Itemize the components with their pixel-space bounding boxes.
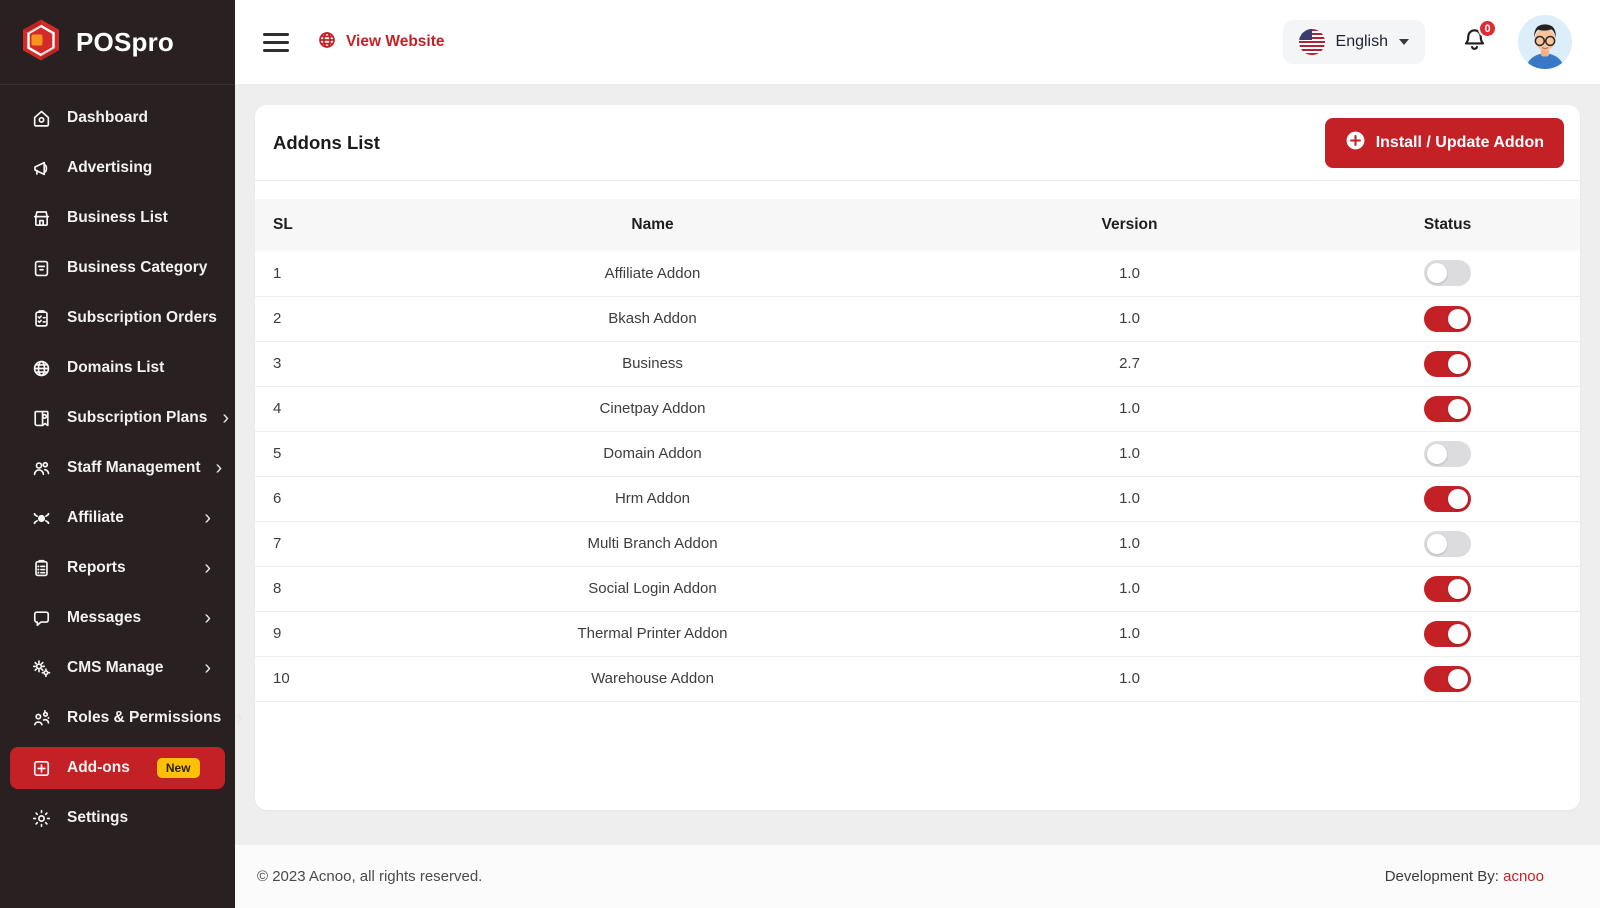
column-header-sl: SL [273, 216, 293, 233]
view-website-link[interactable]: View Website [317, 30, 445, 55]
sidebar-item-staff-management[interactable] [10, 447, 225, 489]
chevron-right-icon: › [215, 457, 223, 479]
table-row [255, 341, 1580, 386]
sidebar-item-dashboard[interactable] [10, 97, 225, 139]
language-selector[interactable] [1283, 20, 1425, 64]
sidebar-item-label: Reports [67, 559, 126, 576]
install-update-addon-button[interactable]: Install / Update Addon [1325, 118, 1564, 168]
us-flag-icon [1299, 29, 1325, 55]
cell-version: 1.0 [944, 566, 1315, 611]
cell-sl: 3 [255, 341, 361, 386]
sidebar-item-business-category[interactable] [10, 247, 225, 289]
sidebar-item-label: Add-ons [67, 759, 130, 776]
table-row [255, 386, 1580, 431]
sidebar-item-advertising[interactable] [10, 147, 225, 189]
sidebar [0, 0, 243, 908]
message-icon [30, 607, 52, 629]
status-toggle[interactable] [1424, 306, 1471, 332]
cell-sl: 8 [255, 566, 361, 611]
report-icon [30, 557, 52, 579]
status-toggle[interactable] [1424, 666, 1471, 692]
chevron-right-icon: › [204, 557, 211, 579]
cell-status [1315, 656, 1580, 701]
sidebar-item-roles-permissions[interactable] [10, 697, 243, 739]
cell-version: 1.0 [944, 521, 1315, 566]
app-title: POSpro [76, 26, 174, 57]
settings-gear-icon [30, 807, 52, 829]
cell-sl: 6 [255, 476, 361, 521]
affiliate-icon [30, 507, 52, 529]
addon-plus-square-icon [30, 757, 52, 779]
status-toggle[interactable] [1424, 351, 1471, 377]
cell-name: Business [361, 341, 944, 386]
cell-status [1315, 521, 1580, 566]
bell-icon [1461, 40, 1488, 57]
home-icon [30, 107, 52, 129]
table-row [255, 611, 1580, 656]
cell-sl: 7 [255, 521, 361, 566]
table-row [255, 251, 1580, 296]
cell-name: Affiliate Addon [361, 251, 944, 296]
cell-name: Cinetpay Addon [361, 386, 944, 431]
cell-version: 1.0 [944, 476, 1315, 521]
sidebar-item-label: Staff Management [67, 459, 201, 476]
sidebar-item-messages[interactable] [10, 597, 225, 639]
top-header [235, 0, 1600, 85]
sidebar-item-label: Settings [67, 809, 129, 826]
cell-version: 1.0 [944, 656, 1315, 701]
chevron-right-icon: › [236, 707, 243, 729]
sidebar-item-subscription-plans[interactable] [10, 397, 230, 439]
sidebar-nav [0, 85, 243, 839]
sidebar-item-affiliate[interactable] [10, 497, 225, 539]
menu-toggle-icon[interactable] [263, 33, 289, 52]
sidebar-item-label: Roles & Permissions [67, 709, 222, 726]
table-row [255, 656, 1580, 701]
roles-icon [30, 707, 52, 729]
new-badge: New [157, 758, 200, 778]
logo[interactable] [0, 0, 235, 85]
caret-down-icon [1399, 39, 1409, 45]
sidebar-item-label: Affiliate [67, 509, 124, 526]
cell-status [1315, 386, 1580, 431]
cell-name: Thermal Printer Addon [361, 611, 944, 656]
sidebar-item-label: Subscription Orders [67, 309, 217, 326]
status-toggle[interactable] [1424, 576, 1471, 602]
copyright-text: © 2023 Acnoo, all rights reserved. [257, 868, 483, 885]
cell-sl: 4 [255, 386, 361, 431]
table-header-row [255, 199, 1580, 251]
status-toggle[interactable] [1424, 621, 1471, 647]
sidebar-item-label: Subscription Plans [67, 409, 208, 426]
sidebar-item-label: Business List [67, 209, 168, 226]
cell-status [1315, 431, 1580, 476]
sidebar-item-label: Business Category [67, 259, 208, 276]
notification-count-badge: 0 [1478, 19, 1497, 38]
megaphone-icon [30, 157, 52, 179]
sidebar-item-domains-list[interactable] [10, 347, 225, 389]
staff-icon [30, 457, 52, 479]
globe-icon [30, 357, 52, 379]
addons-card [255, 105, 1580, 810]
cell-sl: 9 [255, 611, 361, 656]
column-header-status: Status [1423, 216, 1472, 233]
cell-name: Warehouse Addon [361, 656, 944, 701]
cell-name: Social Login Addon [361, 566, 944, 611]
sidebar-item-label: Advertising [67, 159, 153, 176]
sidebar-item-settings[interactable] [10, 797, 225, 839]
sidebar-item-cms-manage[interactable] [10, 647, 225, 689]
certificate-icon [30, 407, 52, 429]
cell-sl: 1 [255, 251, 361, 296]
user-avatar[interactable] [1518, 15, 1572, 69]
page-title: Addons List [273, 131, 380, 153]
column-header-name: Name [631, 216, 674, 233]
cell-name: Hrm Addon [361, 476, 944, 521]
cell-version: 1.0 [944, 611, 1315, 656]
status-toggle[interactable] [1424, 441, 1471, 467]
status-toggle[interactable] [1424, 260, 1471, 286]
sidebar-item-label: Domains List [67, 359, 165, 376]
sidebar-item-subscription-orders[interactable] [10, 297, 225, 339]
cell-version: 1.0 [944, 431, 1315, 476]
cell-status [1315, 611, 1580, 656]
clipboard-check-icon [30, 307, 52, 329]
cell-version: 1.0 [944, 251, 1315, 296]
cell-sl: 10 [255, 656, 361, 701]
notifications-button[interactable] [1461, 22, 1491, 58]
cell-name: Bkash Addon [361, 296, 944, 341]
cell-name: Domain Addon [361, 431, 944, 476]
cell-version: 1.0 [944, 386, 1315, 431]
cell-status [1315, 296, 1580, 341]
development-by-label: Development By: [1384, 868, 1499, 885]
chevron-right-icon: › [204, 607, 211, 629]
chevron-right-icon: › [204, 657, 211, 679]
status-toggle[interactable] [1424, 486, 1471, 512]
column-header-version: Version [1101, 216, 1158, 233]
table-row [255, 566, 1580, 611]
status-toggle[interactable] [1424, 531, 1471, 557]
chevron-right-icon: › [222, 407, 230, 429]
cell-version: 1.0 [944, 296, 1315, 341]
table-row [255, 296, 1580, 341]
sidebar-item-add-ons[interactable] [10, 747, 225, 789]
pospro-logo-icon [18, 17, 64, 68]
globe-icon [317, 30, 337, 55]
sidebar-item-label: Messages [67, 609, 142, 626]
cell-sl: 2 [255, 296, 361, 341]
table-row [255, 521, 1580, 566]
sidebar-item-business-list[interactable] [10, 197, 225, 239]
store-icon [30, 207, 52, 229]
content-area [235, 85, 1600, 845]
table-row [255, 431, 1580, 476]
cell-status [1315, 566, 1580, 611]
cell-status [1315, 251, 1580, 296]
footer [235, 845, 1600, 908]
cell-name: Multi Branch Addon [361, 521, 944, 566]
cell-status [1315, 341, 1580, 386]
cms-gears-icon [30, 657, 52, 679]
status-toggle[interactable] [1424, 396, 1471, 422]
cell-version: 2.7 [944, 341, 1315, 386]
language-label: English [1335, 33, 1388, 50]
sidebar-item-label: CMS Manage [67, 659, 164, 676]
table-row [255, 476, 1580, 521]
sidebar-item-reports[interactable] [10, 547, 225, 589]
chevron-right-icon: › [204, 507, 211, 529]
category-doc-icon [30, 257, 52, 279]
sidebar-item-label: Dashboard [67, 109, 148, 126]
cell-sl: 5 [255, 431, 361, 476]
addons-table [255, 199, 1580, 702]
plus-circle-icon [1345, 130, 1366, 156]
acnoo-link[interactable]: acnoo [1503, 868, 1544, 885]
cell-status [1315, 476, 1580, 521]
